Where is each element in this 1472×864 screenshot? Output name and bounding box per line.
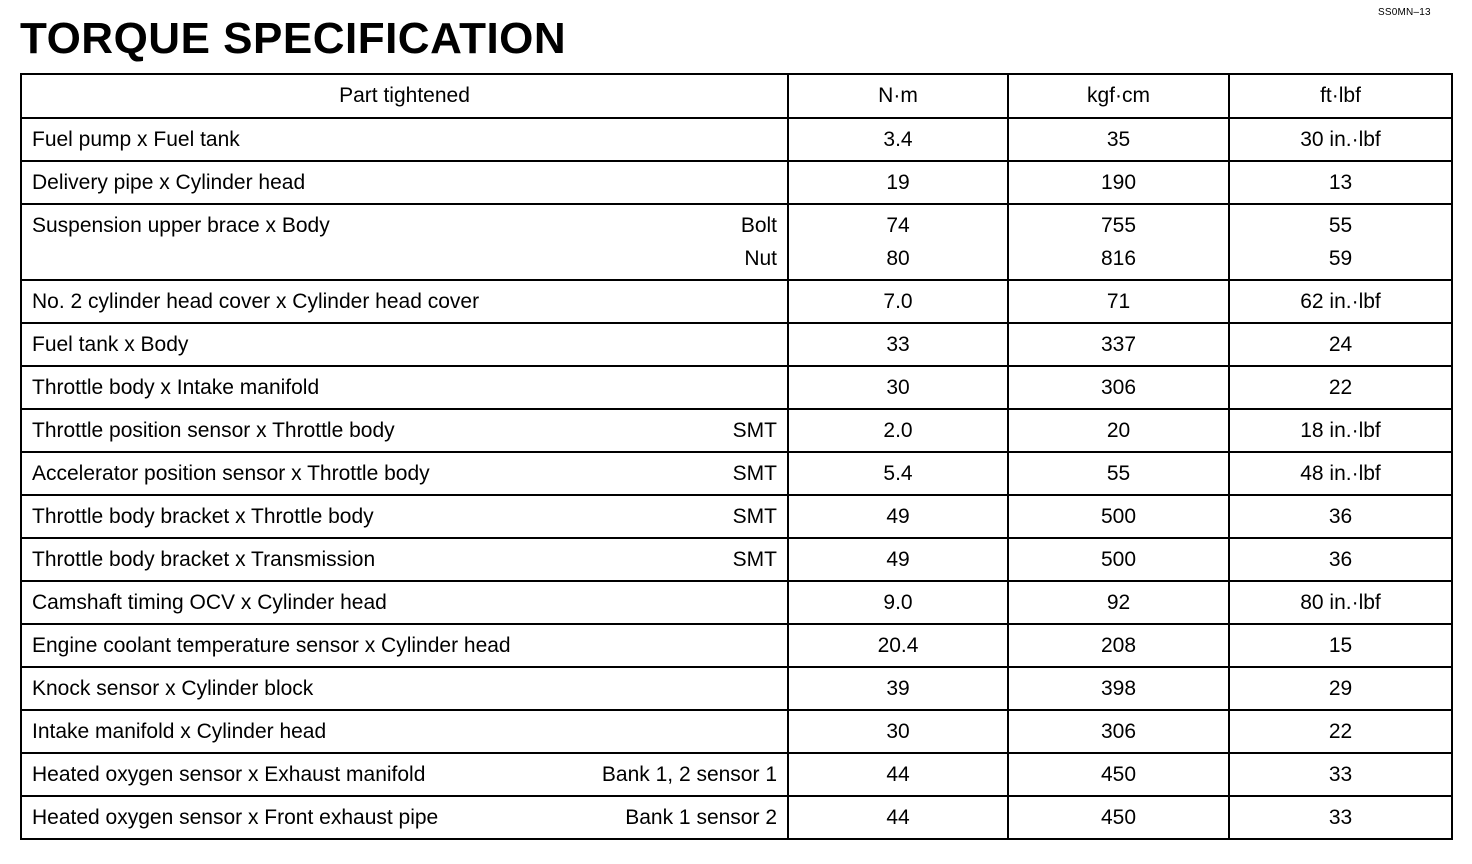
table-row	[21, 452, 1452, 495]
value-ftlbf: 36	[1229, 538, 1452, 581]
table-row	[21, 204, 1452, 280]
value-nm: 44	[788, 796, 1008, 839]
value-nm: 2.0	[788, 409, 1008, 452]
value-ftlbf: 33	[1229, 796, 1452, 839]
value-ftlbf-2: 59	[1328, 247, 1353, 270]
value-nm: 3.4	[788, 118, 1008, 161]
value-kgf: 500	[1008, 495, 1229, 538]
part-note: SMT	[732, 504, 777, 528]
page-title: TORQUE SPECIFICATION	[20, 14, 567, 63]
value-kgf: 306	[1008, 710, 1229, 753]
value-ftlbf: 22	[1229, 366, 1452, 409]
part-name: Accelerator position sensor x Throttle body	[32, 461, 430, 485]
value-kgf: 208	[1008, 624, 1229, 667]
header-part: Part tightened	[21, 74, 788, 118]
table-row	[21, 495, 1452, 538]
table-row	[21, 280, 1452, 323]
part-name: Throttle body x Intake manifold	[32, 375, 320, 399]
table-row	[21, 118, 1452, 161]
value-nm: 7.0	[788, 280, 1008, 323]
value-nm: 39	[788, 667, 1008, 710]
value-nm: 49	[788, 495, 1008, 538]
value-ftlbf: 36	[1229, 495, 1452, 538]
value-kgf: 190	[1008, 161, 1229, 204]
value-nm: 30	[788, 366, 1008, 409]
part-name: Fuel pump x Fuel tank	[32, 127, 240, 151]
table-row	[21, 753, 1452, 796]
part-name: Fuel tank x Body	[32, 332, 189, 356]
value-ftlbf: 13	[1229, 161, 1452, 204]
torque-table	[20, 73, 1453, 840]
value-nm: 44	[788, 753, 1008, 796]
value-nm-2: 80	[886, 247, 910, 270]
part-note: SMT	[732, 547, 777, 571]
value-kgf: 306	[1008, 366, 1229, 409]
part-name: No. 2 cylinder head cover x Cylinder head cover	[32, 289, 480, 313]
part-note: Bank 1 sensor 2	[625, 805, 777, 829]
part-note: SMT	[732, 461, 777, 485]
header-ftlbf: ft·lbf	[1229, 74, 1452, 118]
value-ftlbf: 30 in.·lbf	[1229, 118, 1452, 161]
header-row	[21, 74, 1452, 118]
part-name: Engine coolant temperature sensor x Cylinder head	[32, 633, 511, 657]
value-nm: 49	[788, 538, 1008, 581]
value-ftlbf: 48 in.·lbf	[1229, 452, 1452, 495]
part-name: Heated oxygen sensor x Front exhaust pipe	[32, 805, 439, 829]
part-note: Bolt	[740, 214, 777, 237]
part-name: Throttle body bracket x Throttle body	[32, 504, 374, 528]
table-row	[21, 366, 1452, 409]
value-nm: 20.4	[788, 624, 1008, 667]
table-row	[21, 667, 1452, 710]
table-row	[21, 538, 1452, 581]
value-ftlbf: 29	[1229, 667, 1452, 710]
value-ftlbf: 24	[1229, 323, 1452, 366]
table-row	[21, 796, 1452, 839]
part-name: Throttle body bracket x Transmission	[32, 547, 376, 571]
part-name: Camshaft timing OCV x Cylinder head	[32, 590, 387, 614]
value-ftlbf: 18 in.·lbf	[1229, 409, 1452, 452]
part-name: Heated oxygen sensor x Exhaust manifold	[32, 762, 426, 786]
table-row	[21, 710, 1452, 753]
part-note: Bank 1, 2 sensor 1	[601, 762, 777, 786]
value-kgf: 337	[1008, 323, 1229, 366]
value-ftlbf: 22	[1229, 710, 1452, 753]
part-name: Knock sensor x Cylinder block	[32, 676, 314, 700]
value-ftlbf: 15	[1229, 624, 1452, 667]
table-row	[21, 624, 1452, 667]
value-nm: 9.0	[788, 581, 1008, 624]
part-note: SMT	[732, 418, 777, 442]
document-code: SS0MN–13	[1378, 7, 1431, 18]
table-row	[21, 409, 1452, 452]
value-kgf: 71	[1008, 280, 1229, 323]
part-name: Delivery pipe x Cylinder head	[32, 170, 306, 194]
value-kgf: 450	[1008, 796, 1229, 839]
value-kgf: 92	[1008, 581, 1229, 624]
part-name: Intake manifold x Cylinder head	[32, 719, 327, 743]
value-kgf: 450	[1008, 753, 1229, 796]
value-nm: 19	[788, 161, 1008, 204]
value-kgf: 35	[1008, 118, 1229, 161]
value-kgf: 500	[1008, 538, 1229, 581]
value-nm: 33	[788, 323, 1008, 366]
value-ftlbf: 80 in.·lbf	[1229, 581, 1452, 624]
value-kgf-2: 816	[1100, 247, 1137, 270]
header-kgf: kgf·cm	[1008, 74, 1229, 118]
value-ftlbf: 33	[1229, 753, 1452, 796]
table-row	[21, 323, 1452, 366]
table-row	[21, 581, 1452, 624]
value-nm: 5.4	[788, 452, 1008, 495]
header-nm: N·m	[788, 74, 1008, 118]
part-name: Throttle position sensor x Throttle body	[32, 418, 395, 442]
table-row	[21, 161, 1452, 204]
value-kgf: 398	[1008, 667, 1229, 710]
value-kgf: 20	[1008, 409, 1229, 452]
value-ftlbf: 62 in.·lbf	[1229, 280, 1452, 323]
value-ftlbf: 55	[1328, 214, 1353, 237]
value-nm: 74	[886, 214, 910, 237]
value-kgf: 755	[1100, 214, 1137, 237]
value-nm: 30	[788, 710, 1008, 753]
part-note-2: Nut	[744, 247, 777, 270]
value-kgf: 55	[1008, 452, 1229, 495]
part-name: Suspension upper brace x Body	[32, 214, 330, 237]
